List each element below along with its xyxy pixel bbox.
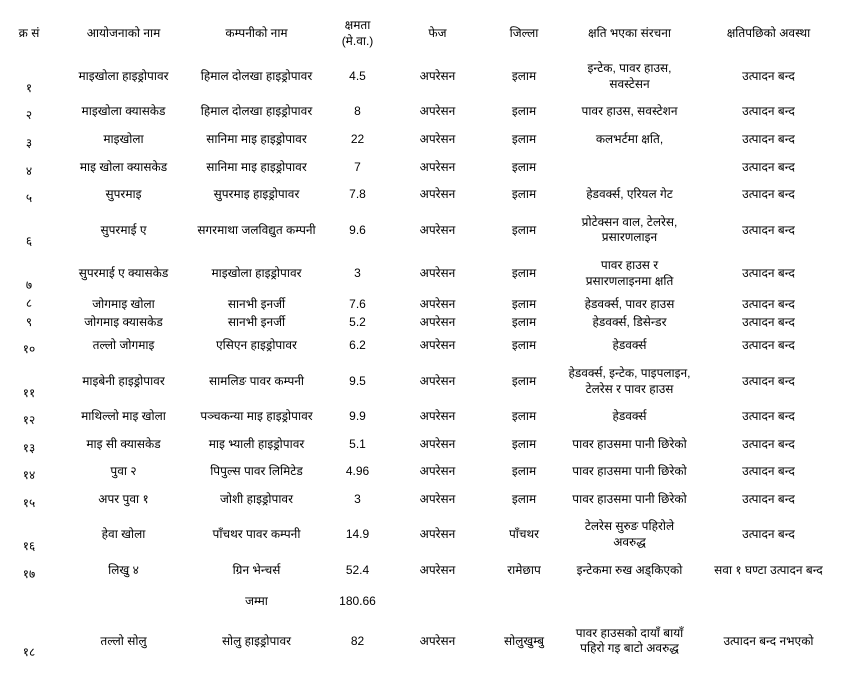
company-name-cell: सोलु हाइड्रोपावर [221, 633, 292, 648]
damaged-structures-cell: हेडवर्क्स, एरियल गेट [586, 187, 673, 202]
table-row [0, 154, 842, 182]
capacity-cell: 7.6 [349, 296, 366, 311]
table-row [0, 295, 842, 314]
header-company-name: कम्पनीको नाम [225, 25, 288, 40]
damaged-structures-cell: हेडवर्क्स, इन्टेक, पाइपलाइन, टेलरेस र पावर हाउस [568, 365, 691, 396]
phase-cell: अपरेसन [419, 104, 456, 119]
status-cell: उत्पादन बन्द [742, 527, 795, 542]
project-name-cell: माइ सी क्यासकेड [86, 436, 161, 451]
project-name-cell: माइखोला हाइड्रोपावर [78, 68, 169, 83]
damaged-structures-cell: इन्टेकमा रुख अड्किएको [576, 562, 683, 577]
serial-cell: २ [25, 108, 33, 123]
capacity-cell: 7.8 [349, 187, 366, 202]
table-row [0, 209, 842, 252]
district-cell: रामेछाप [507, 562, 541, 577]
project-name-cell: माइ खोला क्यासकेड [79, 159, 168, 174]
capacity-cell: 14.9 [345, 527, 370, 542]
company-name-cell: माइखोला हाइड्रोपावर [211, 265, 302, 280]
company-name-cell: एसिएन हाइड्रोपावर [216, 338, 297, 353]
phase-cell: अपरेसन [419, 527, 456, 542]
serial-cell: ५ [25, 191, 33, 206]
capacity-cell: 5.2 [349, 315, 366, 330]
company-name-cell: ग्रिन भेन्चर्स [232, 562, 281, 577]
phase-cell: अपरेसन [419, 464, 456, 479]
phase-cell: अपरेसन [419, 131, 456, 146]
status-cell: सवा १ घण्टा उत्पादन बन्द [714, 562, 823, 577]
status-cell: उत्पादन बन्द [742, 315, 795, 330]
serial-cell: १६ [22, 539, 36, 554]
damaged-structures-cell [564, 584, 695, 620]
damaged-structures-cell: हेडवर्क्स, पावर हाउस [584, 296, 675, 311]
serial-cell: ४ [25, 163, 33, 178]
status-cell: उत्पादन बन्द [742, 187, 795, 202]
damaged-structures-cell: पावर हाउसको दायाँ बायाँ पहिरो गइ बाटो अवरुद्ध [575, 625, 684, 656]
status-cell: उत्पादन बन्द नभएको [723, 633, 814, 648]
project-name-cell: सुपरमाई ए [100, 222, 147, 237]
status-cell [695, 584, 842, 620]
damaged-structures-cell: हेडवर्क्स [612, 409, 647, 424]
district-cell: इलाम [511, 296, 537, 311]
project-name-cell: माइबेनी हाइड्रोपावर [82, 373, 165, 388]
damaged-structures-cell [564, 154, 695, 182]
project-name-cell: तल्लो सोलु [100, 633, 147, 648]
company-name-cell: सानिमा माइ हाइड्रोपावर [206, 159, 307, 174]
capacity-cell: 22 [350, 131, 365, 146]
serial-cell: १७ [22, 566, 36, 581]
district-cell: इलाम [511, 338, 537, 353]
table-row [0, 513, 842, 556]
phase-cell: अपरेसन [419, 222, 456, 237]
damaged-structures-cell: पावर हाउस, सवस्टेशन [581, 104, 678, 119]
status-cell: उत्पादन बन्द [742, 68, 795, 83]
phase-cell: अपरेसन [419, 562, 456, 577]
project-name-cell: लिखु ४ [108, 562, 139, 577]
status-cell: उत्पादन बन्द [742, 491, 795, 506]
serial-cell: ७ [25, 277, 33, 292]
status-cell: उत्पादन बन्द [742, 296, 795, 311]
table-row [0, 126, 842, 154]
district-cell: इलाम [511, 436, 537, 451]
project-name-cell: सुपरमाई ए क्यासकेड [78, 265, 169, 280]
table-body [0, 55, 842, 663]
table-row [0, 431, 842, 459]
serial-cell: ११ [22, 385, 36, 400]
table-row [0, 557, 842, 585]
damaged-structures-cell: पावर हाउसमा पानी छिरेको [572, 491, 687, 506]
damaged-structures-cell: पावर हाउसमा पानी छिरेको [572, 436, 687, 451]
district-cell: इलाम [511, 409, 537, 424]
district-cell: इलाम [511, 222, 537, 237]
company-name-cell: सगरमाथा जलविद्युत कम्पनी [197, 222, 316, 237]
company-name-cell: पाँचथर पावर कम्पनी [212, 527, 301, 542]
table-row [0, 486, 842, 514]
phase-cell: अपरेसन [419, 409, 456, 424]
capacity-cell: 3 [354, 265, 361, 280]
header-district: जिल्ला [509, 25, 539, 40]
serial-cell: १२ [22, 413, 36, 428]
capacity-cell: 9.9 [349, 409, 366, 424]
district-cell: इलाम [511, 68, 537, 83]
phase-cell: अपरेसन [419, 315, 456, 330]
company-name-cell: हिमाल दोलखा हाइड्रोपावर [200, 104, 313, 119]
company-name-cell: जोशी हाइड्रोपावर [219, 491, 294, 506]
phase-cell: अपरेसन [419, 159, 456, 174]
phase-cell: अपरेसन [419, 491, 456, 506]
serial-cell: ३ [25, 135, 33, 150]
capacity-cell: 4.5 [349, 68, 366, 83]
district-cell: पाँचथर [508, 527, 540, 542]
district-cell: इलाम [511, 491, 537, 506]
serial-cell: ६ [25, 234, 33, 249]
status-cell: उत्पादन बन्द [742, 464, 795, 479]
company-name-cell: पिपुल्स पावर लिमिटेड [210, 464, 303, 479]
damaged-structures-cell: इन्टेक, पावर हाउस, सवस्टेसन [587, 61, 672, 91]
header-serial: क्र सं [18, 25, 40, 40]
table-row [0, 314, 842, 333]
status-cell: उत्पादन बन्द [742, 265, 795, 280]
project-name-cell [58, 584, 189, 620]
company-name-cell: सानिमा माइ हाइड्रोपावर [206, 131, 307, 146]
table-row [0, 403, 842, 431]
company-name-cell: हिमाल दोलखा हाइड्रोपावर [200, 68, 313, 83]
capacity-cell: 6.2 [349, 338, 366, 353]
project-name-cell: तल्लो जोगमाइ [92, 338, 155, 353]
header-damaged-structures: क्षति भएका संरचना [587, 25, 672, 40]
company-name-cell: पञ्चकन्या माइ हाइड्रोपावर [200, 409, 313, 424]
capacity-cell: 52.4 [345, 562, 370, 577]
phase-cell: अपरेसन [419, 373, 456, 388]
table-row [0, 458, 842, 486]
serial-cell [0, 584, 58, 620]
district-cell: इलाम [511, 104, 537, 119]
damaged-structures-cell: प्रोटेक्सन वाल, टेलरेस, प्रसारणलाइन [581, 214, 678, 245]
capacity-cell: 5.1 [349, 436, 366, 451]
capacity-cell: 4.96 [345, 464, 370, 479]
table-row [0, 360, 842, 403]
table-row [0, 181, 842, 209]
capacity-cell: 3 [354, 491, 361, 506]
project-name-cell: माइखोला [103, 131, 144, 146]
damaged-structures-cell: हेडवर्क्स [612, 338, 647, 353]
capacity-cell: 7 [354, 159, 361, 174]
header-row [0, 12, 842, 55]
project-name-cell: माथिल्लो माइ खोला [81, 409, 166, 424]
serial-cell: १५ [22, 495, 36, 510]
status-cell: उत्पादन बन्द [742, 409, 795, 424]
status-cell: उत्पादन बन्द [742, 104, 795, 119]
phase-cell: अपरेसन [419, 436, 456, 451]
hydropower-damage-table [0, 12, 842, 663]
company-name-cell: सानभी इनर्जी [227, 315, 286, 330]
status-cell: उत्पादन बन्द [742, 373, 795, 388]
district-cell: सोलुखुम्बु [504, 633, 544, 648]
damaged-structures-cell: टेलरेस सुरुङ पहिरोले अवरुद्ध [584, 519, 675, 550]
district-cell: इलाम [511, 464, 537, 479]
header-post-damage-status: क्षतिपछिको अवस्था [726, 25, 811, 40]
project-name-cell: जोगमाइ क्यासकेड [84, 315, 163, 330]
phase-cell: अपरेसन [419, 296, 456, 311]
company-name-cell: सामलिङ पावर कम्पनी [208, 373, 305, 388]
serial-cell: ९ [25, 314, 33, 329]
project-name-cell: हेवा खोला [101, 527, 146, 542]
district-cell: इलाम [511, 187, 537, 202]
serial-cell: १४ [22, 468, 36, 483]
serial-cell: १ [25, 80, 33, 95]
phase-cell: अपरेसन [419, 187, 456, 202]
damaged-structures-cell: हेडवर्क्स, डिसेन्डर [592, 315, 667, 330]
serial-cell: १८ [22, 645, 36, 660]
header-phase: फेज [428, 25, 447, 40]
district-cell: इलाम [511, 265, 537, 280]
serial-cell: ८ [25, 296, 33, 311]
project-name-cell: जोगमाइ खोला [92, 296, 155, 311]
table-row [0, 620, 842, 663]
phase-cell: अपरेसन [419, 633, 456, 648]
phase-cell: अपरेसन [419, 68, 456, 83]
status-cell: उत्पादन बन्द [742, 159, 795, 174]
company-name-cell: सानभी इनर्जी [227, 296, 286, 311]
project-name-cell: माइखोला क्यासकेड [81, 104, 166, 119]
project-name-cell: सुपरमाइ [105, 187, 142, 202]
district-cell [484, 584, 564, 620]
district-cell: इलाम [511, 159, 537, 174]
capacity-cell: 180.66 [339, 594, 376, 609]
capacity-cell: 82 [350, 633, 365, 648]
status-cell: उत्पादन बन्द [742, 436, 795, 451]
table-row [0, 252, 842, 295]
header-capacity: क्षमता (मे.वा.) [341, 18, 374, 48]
project-name-cell: पुवा २ [110, 464, 137, 479]
project-name-cell: अपर पुवा १ [98, 491, 149, 506]
capacity-cell: 9.6 [349, 222, 366, 237]
capacity-cell: 9.5 [349, 373, 366, 388]
capacity-cell: 8 [354, 104, 361, 119]
damaged-structures-cell: पावर हाउसमा पानी छिरेको [572, 464, 687, 479]
company-name-cell: सुपरमाइ हाइड्रोपावर [213, 187, 300, 202]
phase-cell [391, 584, 484, 620]
serial-cell: १० [22, 342, 36, 357]
district-cell: इलाम [511, 315, 537, 330]
status-cell: उत्पादन बन्द [742, 131, 795, 146]
total-row [0, 584, 842, 620]
table-row [0, 332, 842, 360]
table-row [0, 55, 842, 98]
header-project-name: आयोजनाको नाम [86, 25, 161, 40]
table-row [0, 98, 842, 126]
phase-cell: अपरेसन [419, 338, 456, 353]
district-cell: इलाम [511, 373, 537, 388]
phase-cell: अपरेसन [419, 265, 456, 280]
status-cell: उत्पादन बन्द [742, 222, 795, 237]
damaged-structures-cell: पावर हाउस र प्रसारणलाइनमा क्षति [585, 257, 674, 288]
total-label: जम्मा [245, 594, 268, 609]
damaged-structures-cell: कलभर्टमा क्षति, [595, 131, 664, 146]
status-cell: उत्पादन बन्द [742, 338, 795, 353]
serial-cell: १३ [22, 440, 36, 455]
district-cell: इलाम [511, 131, 537, 146]
company-name-cell: माइ भ्याली हाइड्रोपावर [208, 436, 305, 451]
